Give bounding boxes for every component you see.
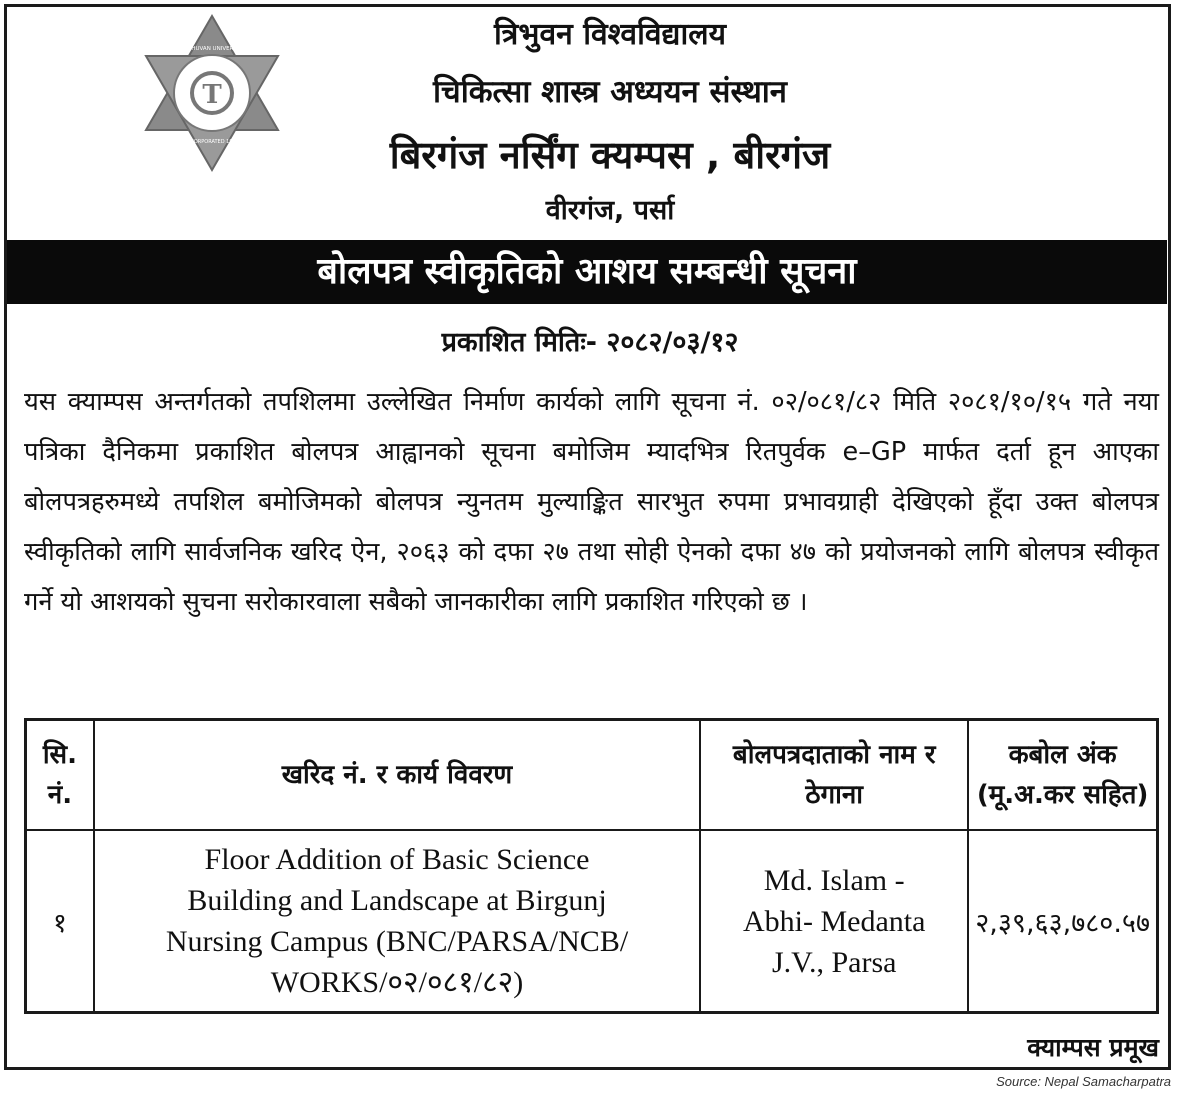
header-description: खरिद नं. र कार्य विवरण — [94, 720, 700, 831]
tribhuvan-university-seal-icon — [140, 12, 284, 174]
cell-bidder — [700, 830, 968, 1013]
published-date: प्रकाशित मितिः- २०८२/०३/१२ — [441, 327, 739, 358]
institute-name: चिकित्सा शास्त्र अध्ययन संस्थान — [432, 74, 787, 110]
seal-text-incorporated: INCORPORATED 1959 — [185, 139, 239, 145]
campus-address: वीरगंज, पर्सा — [545, 195, 675, 226]
description-line: WORKS/०२/०८१/८२) — [270, 966, 524, 999]
table-row — [26, 830, 1158, 1013]
bidder-line: J.V., Parsa — [771, 945, 897, 979]
cell-sn: १ — [26, 830, 94, 1013]
seal-text-right: NEPAL — [240, 138, 263, 146]
description-line: Nursing Campus (BNC/PARSA/NCB/ — [165, 925, 629, 958]
header-sn: सि. नं. — [26, 720, 94, 831]
bidder-line: Abhi- Medanta — [742, 904, 926, 938]
bidder-line: Md. Islam - — [763, 863, 905, 897]
header-bidder: बोलपत्रदाताको नाम र ठेगाना — [700, 720, 968, 831]
seal-text-left: KATHMANDU — [148, 138, 193, 146]
description-line: Building and Landscape at Birgunj — [187, 884, 607, 917]
cell-description — [94, 830, 700, 1013]
university-name: त्रिभुवन विश्वविद्यालय — [494, 17, 726, 52]
description-line: Floor Addition of Basic Science — [204, 843, 590, 876]
table-header-row — [26, 720, 1158, 831]
header-amount: कबोल अंक (मू.अ.कर सहित) — [968, 720, 1157, 831]
signature: क्याम्पस प्रमूख — [1027, 1033, 1159, 1062]
source-credit: Source: Nepal Samacharpatra — [996, 1074, 1171, 1089]
notice-title-banner: बोलपत्र स्वीकृतिको आशय सम्बन्धी सूचना — [7, 240, 1167, 304]
seal-monogram: T — [202, 80, 222, 110]
campus-name: बिरगंज नर्सिंग क्यम्पस , बीरगंज — [389, 133, 831, 177]
notice-body: यस क्याम्पस अन्तर्गतको तपशिलमा उल्लेखित निर्माण कार्यको लागि सूचना नं. ०२/०८१/८२ मिति २०८१/१०/१५ गते नया पत्रिका दैनिकमा प्रकाशित बोलपत्र आह्वानको सूचना बमोजिम म्यादभित्र रितपुर्वक e–GP मार्फत दर्ता हून आएका बोलपत्रहरुमध्ये तपशिल बमोजिमको बोलपत्र न्युनतम मुल्याङ्कित सारभुत रुपमा प्रभावग्राही देखिएको हूँदा उक्त बोलपत्र स्वीकृतिको लागि सार्वजनिक खरिद ऐन, २०६३ को दफा २७ तथा सोही ऐनको दफा ४७ को प्रयोजनको लागि बोलपत्र स्वीकृत गर्ने यो आशयको सुचना सरोकारवाला सबैको जानकारीका लागि प्रकाशित गरिएको छ । — [24, 387, 1159, 617]
award-table — [24, 718, 1159, 1014]
cell-amount: २,३९,६३,७८०.५७ — [968, 830, 1157, 1013]
seal-text-top: TRIBHUVAN UNIVERSITY — [178, 46, 246, 52]
